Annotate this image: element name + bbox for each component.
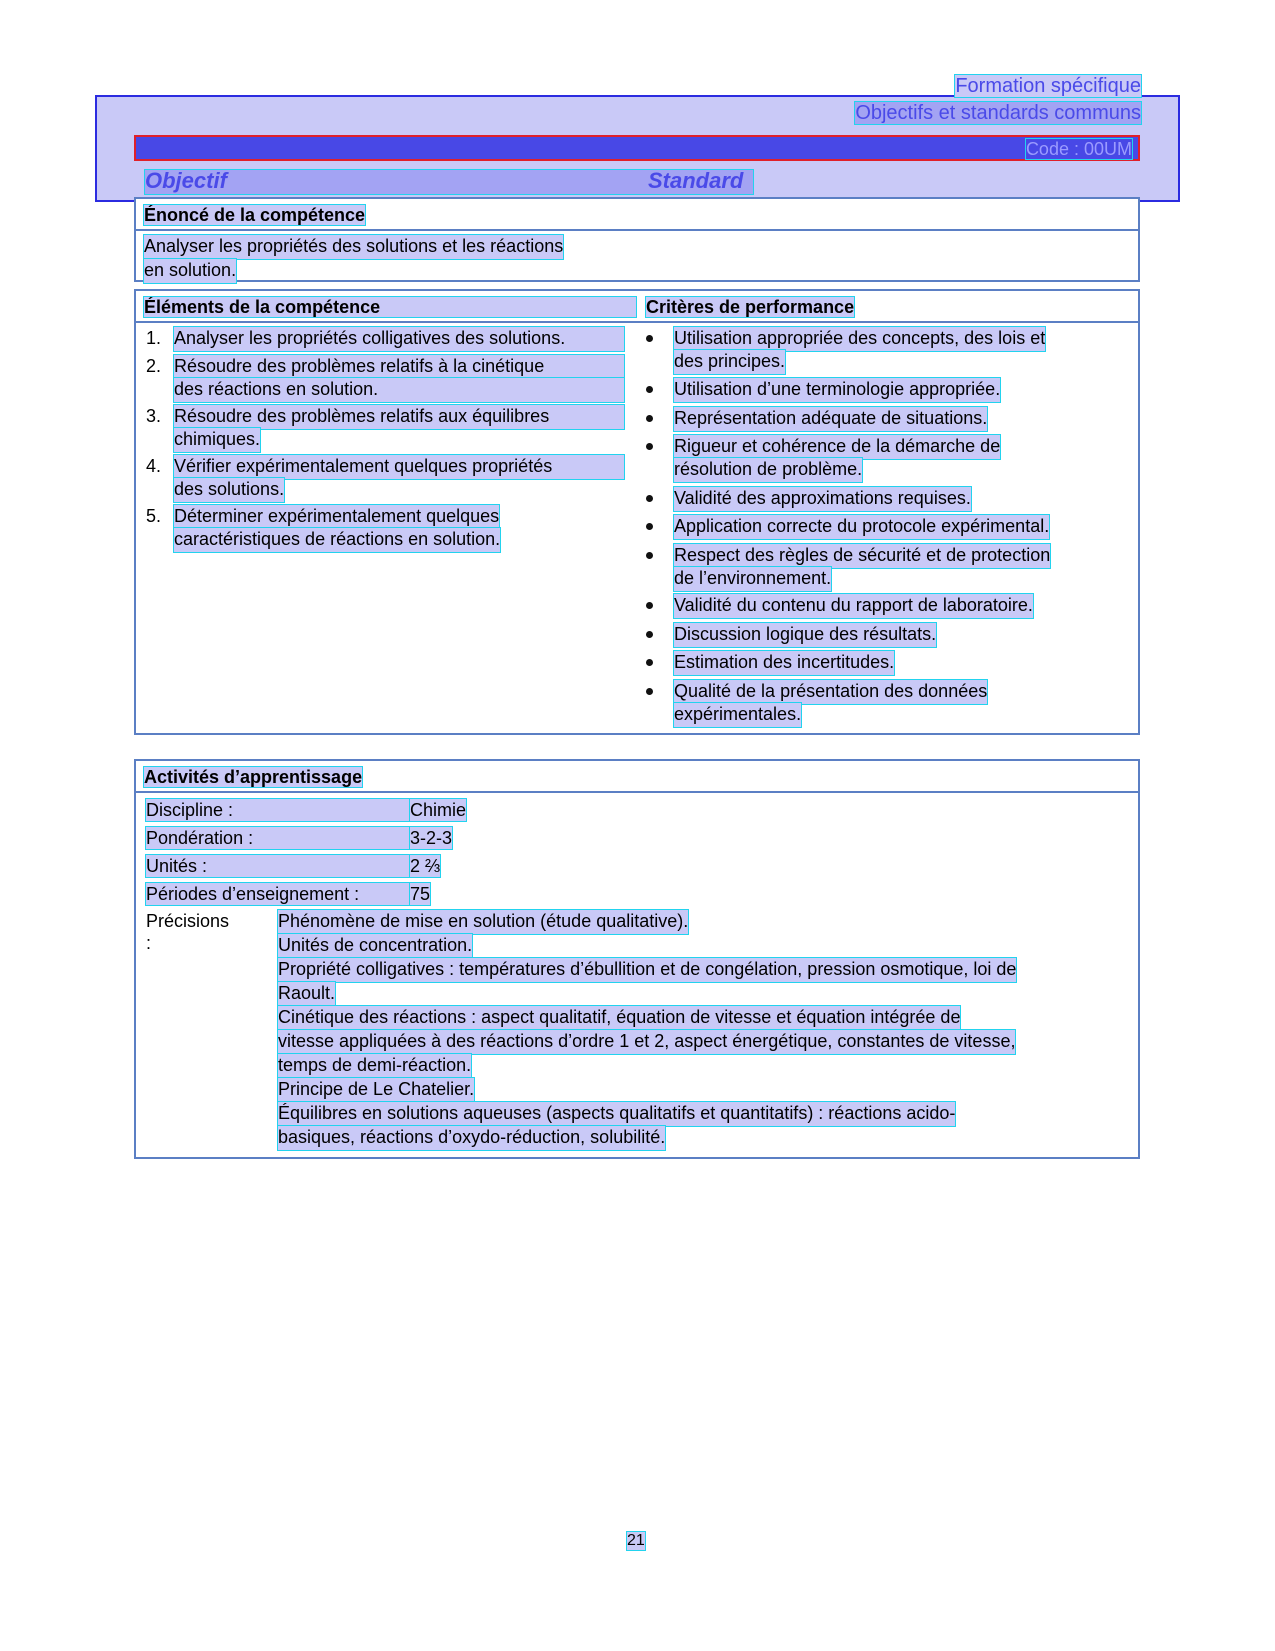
element-text-cont: des solutions. [174, 478, 284, 502]
bullet-icon [646, 523, 653, 530]
precision-line: Équilibres en solutions aqueuses (aspects qualitatifs et quantitatifs) : réactions acido- [278, 1102, 955, 1126]
bullet-icon [646, 602, 653, 609]
enonce-title: Énoncé de la compétence [144, 205, 366, 225]
critere-text: Utilisation appropriée des concepts, des lois et [674, 327, 1045, 351]
activites-title: Activités d’apprentissage [144, 767, 363, 787]
precision-line: temps de demi-réaction. [278, 1054, 471, 1078]
bullet-icon [646, 631, 653, 638]
bullet-icon [646, 495, 653, 502]
enonce-section [134, 197, 1140, 282]
critere-text-cont: des principes. [674, 350, 785, 374]
unites-value: 2 ⅔ [410, 856, 441, 876]
bullet-icon [646, 415, 653, 422]
course-code: Code : 00UM [1025, 139, 1132, 159]
critere-text: Validité des approximations requises. [674, 487, 971, 511]
element-number: 3. [146, 406, 162, 426]
ponderation-label: Pondération : [146, 827, 410, 849]
bullet-icon [646, 386, 653, 393]
precision-line: basiques, réactions d’oxydo-réduction, solubilité. [278, 1126, 665, 1150]
precision-line: Propriété colligatives : températures d’ébullition et de congélation, pression osmotique, loi de [278, 958, 1016, 982]
critere-text: Estimation des incertitudes. [674, 651, 894, 675]
critere-text: Application correcte du protocole expérimental. [674, 515, 1049, 539]
element-item-4 [146, 455, 626, 503]
precision-line: Principe de Le Chatelier. [278, 1078, 474, 1102]
critere-text: Qualité de la présentation des données [674, 680, 987, 704]
element-item-3 [146, 405, 626, 453]
bullet-icon [646, 552, 653, 559]
elements-section [134, 289, 1140, 735]
element-number: 2. [146, 356, 162, 376]
ponderation-value: 3-2-3 [410, 828, 453, 848]
element-text: Analyser les propriétés colligatives des solutions. [174, 327, 624, 351]
critere-text-cont: de l’environnement. [674, 567, 831, 591]
critere-text: Représentation adéquate de situations. [674, 407, 987, 431]
elements-header [136, 291, 1138, 323]
element-text: Vérifier expérimentalement quelques propriétés [174, 455, 624, 479]
precision-line: Cinétique des réactions : aspect qualitatif, équation de vitesse et équation intégrée de [278, 1006, 960, 1030]
discipline-value: Chimie [410, 800, 467, 820]
discipline-label: Discipline : [146, 799, 410, 821]
header-formation-specifique: Formation spécifique [955, 75, 1141, 97]
element-number: 5. [146, 506, 162, 526]
periodes-value: 75 [410, 884, 431, 904]
precision-line: Unités de concentration. [278, 934, 472, 958]
element-text: Résoudre des problèmes relatifs aux équilibres [174, 405, 624, 429]
element-text: Déterminer expérimentalement quelques [174, 505, 499, 529]
critere-text-cont: résolution de problème. [674, 458, 862, 482]
header-objectifs-standards: Objectifs et standards communs [855, 102, 1141, 124]
activites-header [136, 761, 1138, 793]
critere-text: Respect des règles de sécurité et de protection [674, 544, 1050, 568]
unites-label: Unités : [146, 855, 410, 877]
precision-line: Phénomène de mise en solution (étude qualitative). [278, 910, 688, 934]
element-number: 1. [146, 328, 162, 348]
element-item-5 [146, 505, 626, 553]
activites-section [134, 759, 1140, 1159]
precision-line: Raoult. [278, 982, 335, 1006]
enonce-header [136, 199, 1138, 231]
element-text-cont: des réactions en solution. [174, 378, 624, 402]
bullet-icon [646, 443, 653, 450]
critere-text-cont: expérimentales. [674, 703, 801, 727]
objectif-label: Objectif [145, 168, 227, 193]
standard-label: Standard [648, 168, 744, 193]
enonce-text-line1: Analyser les propriétés des solutions et les réactions [144, 235, 563, 259]
element-text-cont: caractéristiques de réactions en solution. [174, 528, 500, 552]
bullet-icon [646, 688, 653, 695]
critere-text: Discussion logique des résultats. [674, 623, 936, 647]
element-text: Résoudre des problèmes relatifs à la cinétique [174, 355, 624, 379]
criteres-title: Critères de performance [646, 297, 855, 317]
critere-text: Utilisation d’une terminologie appropriée. [674, 378, 1000, 402]
element-item-2 [146, 355, 626, 403]
bullet-icon [646, 659, 653, 666]
code-bar [134, 135, 1140, 161]
enonce-text-line2: en solution. [144, 259, 236, 283]
critere-text: Rigueur et cohérence de la démarche de [674, 435, 1000, 459]
element-number: 4. [146, 456, 162, 476]
critere-text: Validité du contenu du rapport de laboratoire. [674, 594, 1033, 618]
periodes-label: Périodes d’enseignement : [146, 883, 410, 905]
page-number: 21 [627, 1532, 645, 1549]
precision-line: vitesse appliquées à des réactions d’ordre 1 et 2, aspect énergétique, constantes de vitesse, [278, 1030, 1015, 1054]
element-text-cont: chimiques. [174, 428, 260, 452]
precisions-label: Précisions : [146, 911, 230, 953]
elements-title: Éléments de la compétence [144, 297, 636, 317]
bullet-icon [646, 335, 653, 342]
